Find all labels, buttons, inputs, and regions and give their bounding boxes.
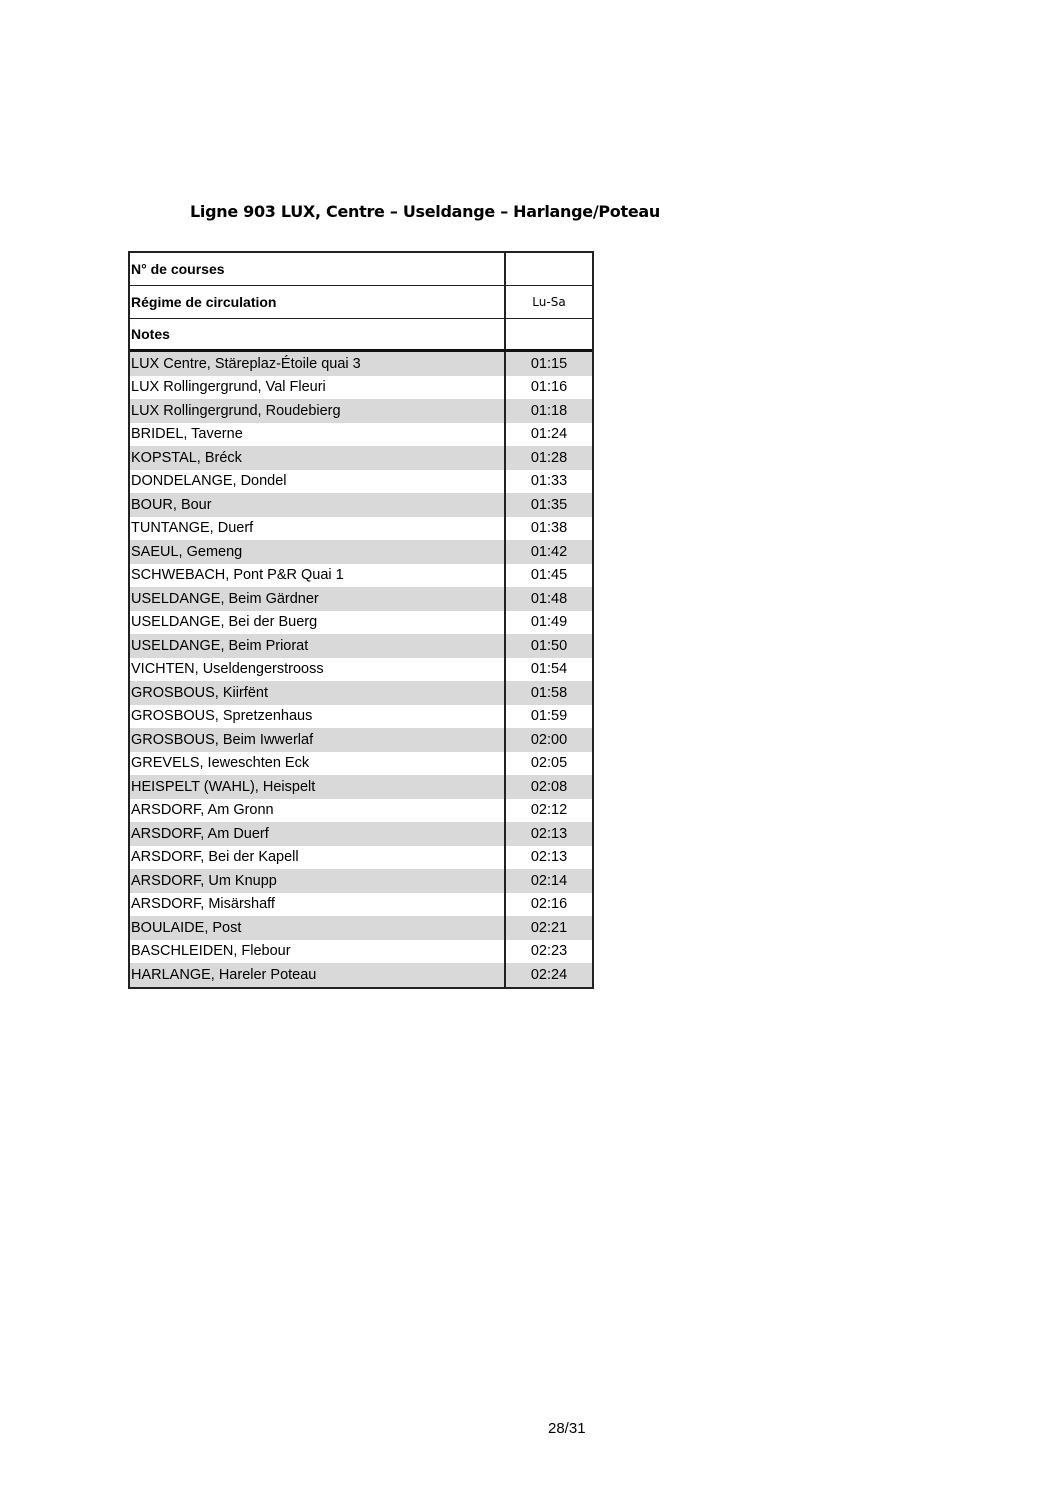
header-row-courses <box>130 253 592 286</box>
stop-name: GROSBOUS, Beim Iwwerlaf <box>130 728 506 752</box>
table-row <box>130 470 592 494</box>
header-value <box>506 253 592 285</box>
stop-name: GREVELS, Ieweschten Eck <box>130 752 506 776</box>
table-row <box>130 376 592 400</box>
stop-name: GROSBOUS, Kiirfënt <box>130 681 506 705</box>
stop-time: 01:35 <box>530 496 568 513</box>
stop-time: 02:23 <box>530 943 568 960</box>
stop-name: SAEUL, Gemeng <box>130 540 506 564</box>
header-value <box>506 319 592 349</box>
stop-name: VICHTEN, Useldengerstrooss <box>130 658 506 682</box>
stop-time: 01:45 <box>530 567 568 584</box>
stop-name: ARSDORF, Am Duerf <box>130 822 506 846</box>
table-row <box>130 658 592 682</box>
stop-time: 02:16 <box>530 896 568 913</box>
table-row <box>130 940 592 964</box>
table-row <box>130 822 592 846</box>
stop-time: 01:16 <box>530 379 568 396</box>
table-row <box>130 799 592 823</box>
stop-name: LUX Centre, Stäreplaz-Étoile quai 3 <box>130 352 506 376</box>
table-row <box>130 564 592 588</box>
table-row <box>130 728 592 752</box>
stop-time: 01:54 <box>530 661 568 678</box>
table-row <box>130 963 592 987</box>
stop-name: BRIDEL, Taverne <box>130 423 506 447</box>
stop-name: USELDANGE, Bei der Buerg <box>130 611 506 635</box>
stop-time: 02:24 <box>530 966 568 983</box>
page-title: Ligne 903 LUX, Centre – Useldange – Harlange/Poteau <box>190 202 660 221</box>
stop-name: ARSDORF, Am Gronn <box>130 799 506 823</box>
stop-name: ARSDORF, Misärshaff <box>130 893 506 917</box>
table-row <box>130 846 592 870</box>
table-row <box>130 775 592 799</box>
stop-time: 02:08 <box>530 778 568 795</box>
table-row <box>130 611 592 635</box>
stop-name: ARSDORF, Um Knupp <box>130 869 506 893</box>
stop-name: BOUR, Bour <box>130 493 506 517</box>
header-label: N° de courses <box>130 253 506 285</box>
table-row <box>130 399 592 423</box>
stop-time: 01:33 <box>530 473 568 490</box>
stop-time: 01:28 <box>530 449 568 466</box>
stop-name: LUX Rollingergrund, Roudebierg <box>130 399 506 423</box>
stop-name: DONDELANGE, Dondel <box>130 470 506 494</box>
stop-time: 01:49 <box>530 614 568 631</box>
table-row <box>130 423 592 447</box>
stop-time: 01:42 <box>530 543 568 560</box>
stop-name: KOPSTAL, Bréck <box>130 446 506 470</box>
stop-time: 02:13 <box>530 825 568 842</box>
stop-name: USELDANGE, Beim Gärdner <box>130 587 506 611</box>
stop-time: 02:13 <box>530 849 568 866</box>
stop-time: 01:58 <box>530 684 568 701</box>
table-row <box>130 352 592 376</box>
stop-name: LUX Rollingergrund, Val Fleuri <box>130 376 506 400</box>
stop-time: 01:48 <box>530 590 568 607</box>
stop-time: 01:38 <box>530 520 568 537</box>
table-row <box>130 893 592 917</box>
stop-time: 02:00 <box>530 731 568 748</box>
stop-name: ARSDORF, Bei der Kapell <box>130 846 506 870</box>
timetable <box>128 251 594 989</box>
table-row <box>130 916 592 940</box>
table-row <box>130 517 592 541</box>
stop-time: 01:18 <box>530 402 568 419</box>
stop-name: HEISPELT (WAHL), Heispelt <box>130 775 506 799</box>
stop-time: 02:05 <box>530 755 568 772</box>
table-row <box>130 446 592 470</box>
header-label: Notes <box>130 319 506 349</box>
stop-time: 02:21 <box>530 919 568 936</box>
header-label: Régime de circulation <box>130 286 506 318</box>
table-row <box>130 752 592 776</box>
table-row <box>130 540 592 564</box>
table-row <box>130 493 592 517</box>
stop-name: TUNTANGE, Duerf <box>130 517 506 541</box>
table-row <box>130 869 592 893</box>
stop-name: GROSBOUS, Spretzenhaus <box>130 705 506 729</box>
table-row <box>130 681 592 705</box>
stop-name: HARLANGE, Hareler Poteau <box>130 963 506 987</box>
header-row-regime <box>130 286 592 319</box>
stops-list <box>130 352 592 987</box>
stop-time: 02:14 <box>530 872 568 889</box>
header-row-notes <box>130 319 592 352</box>
table-row <box>130 705 592 729</box>
stop-time: 02:12 <box>530 802 568 819</box>
table-row <box>130 587 592 611</box>
stop-time: 01:59 <box>530 708 568 725</box>
stop-name: SCHWEBACH, Pont P&R Quai 1 <box>130 564 506 588</box>
stop-time: 01:15 <box>530 355 568 372</box>
stop-name: USELDANGE, Beim Priorat <box>130 634 506 658</box>
page-number: 28/31 <box>548 1420 586 1437</box>
stop-name: BOULAIDE, Post <box>130 916 506 940</box>
stop-time: 01:24 <box>530 426 568 443</box>
table-row <box>130 634 592 658</box>
header-value: Lu-Sa <box>532 295 566 309</box>
stop-time: 01:50 <box>530 637 568 654</box>
stop-name: BASCHLEIDEN, Flebour <box>130 940 506 964</box>
